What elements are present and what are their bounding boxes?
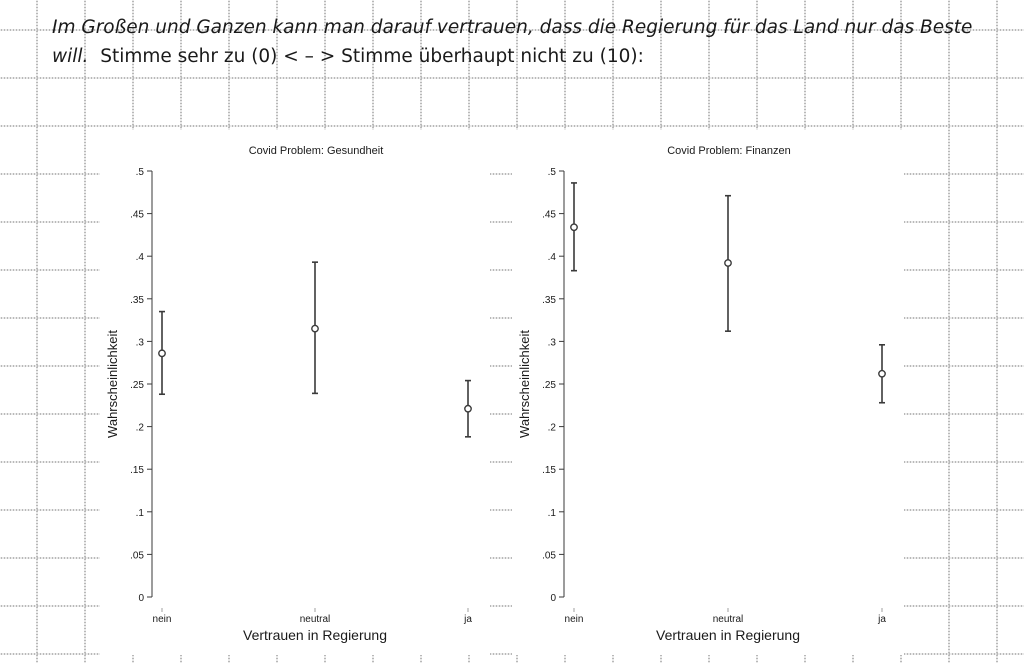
x-axis-title: Vertrauen in Regierung <box>243 627 387 643</box>
y-tick-label: .45 <box>542 209 556 221</box>
y-axis-title: Wahrscheinlichkeit <box>517 330 532 438</box>
y-tick-label: .2 <box>135 422 144 434</box>
data-point <box>159 350 165 356</box>
data-point <box>879 371 885 377</box>
chart-title: Covid Problem: Finanzen <box>667 145 791 157</box>
x-tick-label: nein <box>564 614 584 625</box>
y-tick-label: .15 <box>130 465 144 477</box>
y-tick-label: .2 <box>547 422 556 434</box>
x-tick-label: neutral <box>299 614 331 625</box>
chart-gesundheit <box>100 130 490 655</box>
data-point <box>312 325 318 331</box>
chart-title: Covid Problem: Gesundheit <box>248 145 384 157</box>
y-tick-label: .25 <box>130 380 144 391</box>
y-tick-label: .05 <box>130 550 144 562</box>
y-tick-label: 0 <box>138 593 144 604</box>
y-tick-label: .4 <box>135 252 144 264</box>
y-tick-label: .5 <box>547 167 556 178</box>
x-tick-label: ja <box>464 614 472 625</box>
y-tick-label: .25 <box>542 380 556 391</box>
y-tick-label: .4 <box>547 252 556 264</box>
y-tick-label: .5 <box>135 167 144 178</box>
y-tick-label: .35 <box>130 294 144 306</box>
x-tick-label: ja <box>878 614 886 625</box>
chart-finanzen <box>512 130 904 655</box>
y-tick-label: .15 <box>542 465 556 477</box>
question-scale: Stimme sehr zu (0) < – > Stimme überhaupt nicht zu (10): <box>100 46 644 67</box>
y-tick-label: 0 <box>550 593 556 604</box>
question-text <box>52 13 1012 71</box>
x-tick-label: nein <box>152 614 172 625</box>
y-tick-label: .3 <box>135 337 144 349</box>
y-tick-label: .35 <box>542 294 556 306</box>
y-tick-label: .45 <box>130 209 144 221</box>
x-axis-title: Vertrauen in Regierung <box>656 627 800 643</box>
chart-gesundheit-svg <box>100 130 490 655</box>
data-point <box>571 224 577 230</box>
y-tick-label: .05 <box>542 550 556 562</box>
y-axis-title: Wahrscheinlichkeit <box>105 330 120 438</box>
y-tick-label: .3 <box>547 337 556 349</box>
question-statement: Im Großen und Ganzen kann man darauf vertrauen, dass die Regierung für das Land nur das Beste will. <box>52 17 973 67</box>
chart-finanzen-svg <box>512 130 904 655</box>
y-tick-label: .1 <box>135 507 144 519</box>
y-tick-label: .1 <box>547 507 556 519</box>
x-tick-label: neutral <box>712 614 744 625</box>
data-point <box>465 406 471 412</box>
data-point <box>725 260 731 266</box>
